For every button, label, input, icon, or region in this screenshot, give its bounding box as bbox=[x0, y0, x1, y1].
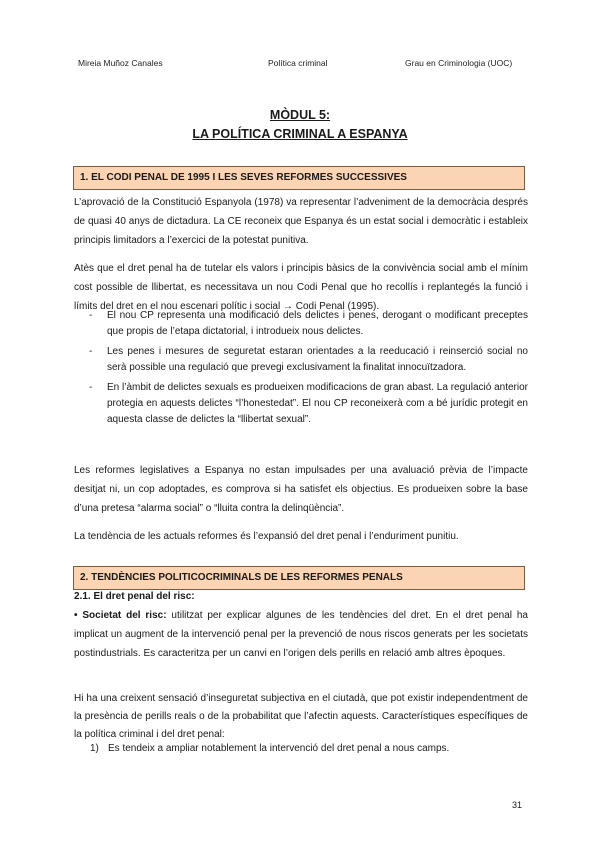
list-item: - El nou CP representa una modificació dels delictes i penes, derogant o modificant preceptes que propis de l’etapa dictatorial, i introdueix nous delictes. bbox=[89, 310, 528, 337]
paragraph-insecurity: Hi ha una creixent sensació d’inseguretat subjectiva en el ciutadà, que pot existir independentment de la presència de perills reals o de la probabilitat que l’afectin aquests. Característiques específiques de la política criminal i del dret penal: bbox=[74, 693, 528, 740]
paragraph-current-tendency: La tendència de les actuals reformes és l’expansió del dret penal i l’enduriment punitiu. bbox=[74, 531, 459, 542]
section-heading-1: 1. EL CODI PENAL DE 1995 I LES SEVES REFORMES SUCCESSIVES bbox=[73, 166, 525, 190]
paragraph-constitution: L’aprovació de la Constitució Espanyola (1978) va representar l’adveniment de la democràcia després de quasi 40 anys de dictadura. La CE reconeix que Espanya és un estat social i democràtic i estableix principis limitadors a l’exercici de la potestat punitiva. bbox=[74, 197, 528, 246]
bullet-dash: - bbox=[89, 382, 93, 393]
paragraph-legislative-reforms: Les reformes legislatives a Espanya no estan impulsades per una avaluació prèvia de l’impacte desitjat ni, un cop adoptades, es comprova si ha satisfet els objectius. Es produeixen sobre la base d’una pretesa “alarma social” o “lluita contra la delinqüència”. bbox=[74, 465, 528, 514]
module-title: MÒDUL 5: bbox=[269, 108, 331, 122]
header-author: Mireia Muñoz Canales bbox=[78, 58, 163, 68]
reform-bullet-list bbox=[74, 308, 528, 432]
paragraph-new-penal-code: Atès que el dret penal ha de tutelar els valors i principis bàsics de la convivència social amb el mínim cost possible de llibertat, es necessitava un nou Codi Penal que ho recollís i replantegés la funció i límits del dret en el nou escenari polític i social → Codi Penal (1995). bbox=[74, 263, 528, 312]
bullet-dash: - bbox=[89, 346, 93, 357]
risk-society-term: • Societat del risc: bbox=[74, 610, 167, 621]
subsection-heading: 2.1. El dret penal del risc: bbox=[74, 591, 195, 602]
paragraph-risk-society: • Societat del risc: utilitzat per explicar algunes de les tendències del dret. En el dret penal ha implicat un augment de la intervenció penal per la prevenció de nous riscos generats per les societats postindustrials. Es caracteritza per un canvi en l’origen dels perills en relació amb altres èpoques. bbox=[74, 610, 528, 659]
module-subtitle: LA POLÍTICA CRIMINAL A ESPANYA bbox=[192, 127, 408, 141]
list-item: - Les penes i mesures de seguretat estaran orientades a la reeducació i reinserció social no serà possible una regulació que prevegi exclusivament la finalitat innocuïtzadora. bbox=[89, 346, 528, 373]
header-degree: Grau en Criminologia (UOC) bbox=[405, 58, 513, 68]
bullet-dash: - bbox=[89, 310, 93, 321]
list-item: - En l’àmbit de delictes sexuals es produeixen modificacions de gran abast. La regulació anterior protegia en aquests delictes “l’honestedat”. El nou CP reconeixerà com a bé jurídic protegit en aquesta classe de delictes la “llibertat sexual”. bbox=[89, 382, 528, 425]
section-heading-2: 2. TENDÈNCIES POLITICOCRIMINALS DE LES REFORMES PENALS bbox=[73, 566, 525, 590]
item-number: 1) bbox=[90, 743, 99, 754]
header-subject: Política criminal bbox=[268, 58, 328, 68]
page-number: 31 bbox=[512, 800, 523, 810]
numbered-list-item: 1) Es tendeix a ampliar notablement la intervenció del dret penal a nous camps. bbox=[90, 743, 450, 754]
